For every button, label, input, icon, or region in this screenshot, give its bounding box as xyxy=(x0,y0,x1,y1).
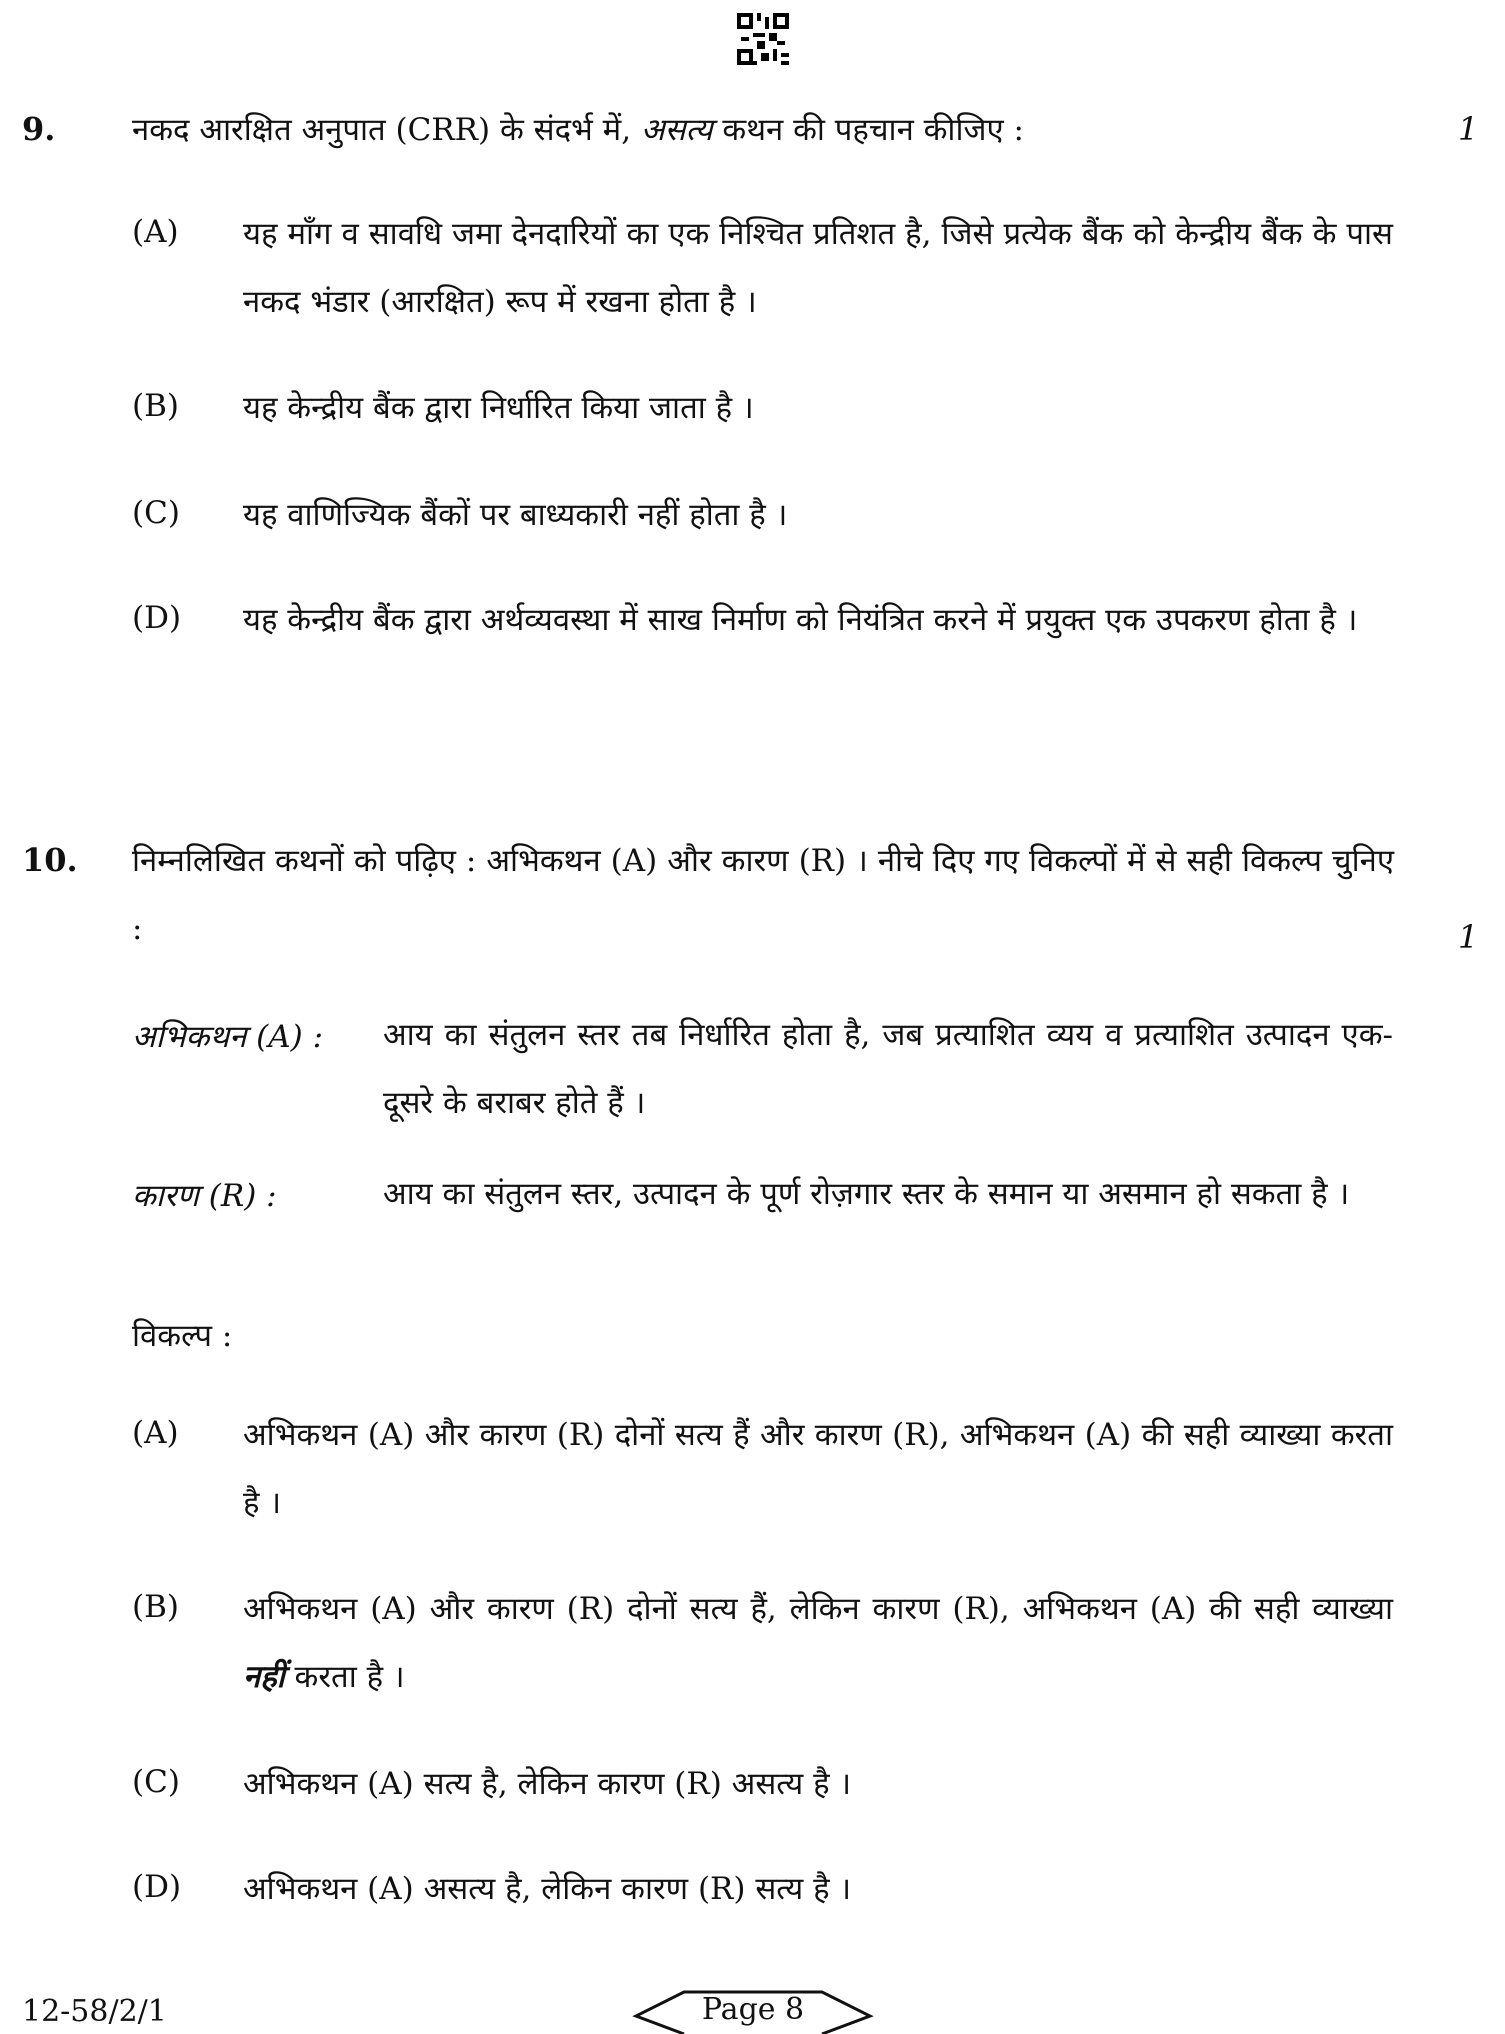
option-text: अभिकथन (A) सत्य है, लेकिन कारण (R) असत्य है । xyxy=(243,1766,852,1802)
question-number: 10. xyxy=(22,841,78,879)
option-label: (B) xyxy=(132,388,179,424)
option-text-part: अभिकथन (A) और कारण (R) दोनों सत्य हैं, लेकिन कारण (R), अभिकथन (A) की सही व्याख्या xyxy=(243,1591,1393,1627)
options-heading: विकल्प : xyxy=(132,1318,233,1354)
page-number-badge xyxy=(632,1988,874,2034)
option-text-part: करता है । xyxy=(284,1659,405,1695)
qr-code xyxy=(737,13,789,65)
option-label: (A) xyxy=(132,214,179,250)
reason-label: कारण (R) : xyxy=(132,1178,277,1214)
assertion-label: अभिकथन (A) : xyxy=(132,1019,324,1055)
option-label: (C) xyxy=(132,495,180,531)
emphasis-text: नहीं xyxy=(243,1659,285,1695)
option-text: अभिकथन (A) और कारण (R) दोनों सत्य हैं और कारण (R), अभिकथन (A) की सही व्याख्या करता है । xyxy=(243,1417,1393,1521)
option-label: (C) xyxy=(132,1764,180,1800)
question-marks: 1 xyxy=(1458,918,1479,956)
emphasis-text: असत्य xyxy=(640,112,713,148)
question-text-part: कथन की पहचान कीजिए : xyxy=(712,112,1024,148)
option-label: (D) xyxy=(132,600,182,636)
option-label: (D) xyxy=(132,1869,182,1905)
paper-code: 12-58/2/1 xyxy=(22,1994,167,2029)
question-text xyxy=(132,96,1382,164)
question-text: निम्नलिखित कथनों को पढ़िए : अभिकथन (A) और कारण (R) । नीचे दिए गए विकल्पों में से सही विकल्प चुनिए : xyxy=(132,843,1394,947)
option-text: यह केन्द्रीय बैंक द्वारा अर्थव्यवस्था में साख निर्माण को नियंत्रित करने में प्रयुक्त एक उपकरण होता है । xyxy=(243,602,1358,638)
option-label: (B) xyxy=(132,1589,179,1625)
page-number: Page 8 xyxy=(701,1992,805,2027)
option-text xyxy=(243,1575,1393,1711)
option-text: यह माँग व सावधि जमा देनदारियों का एक निश्चित प्रतिशत है, जिसे प्रत्येक बैंक को केन्द्रीय बैंक के पास नकद भंडार (आरक्षित) रूप में रखना होता है । xyxy=(243,216,1393,320)
question-text-part: नकद आरक्षित अनुपात (CRR) के संदर्भ में, xyxy=(132,112,641,148)
reason-text: आय का संतुलन स्तर, उत्पादन के पूर्ण रोज़गार स्तर के समान या असमान हो सकता है । xyxy=(383,1176,1350,1212)
option-text: यह वाणिज्यिक बैंकों पर बाध्यकारी नहीं होता है । xyxy=(243,497,788,533)
option-text: अभिकथन (A) असत्य है, लेकिन कारण (R) सत्य है । xyxy=(243,1871,852,1907)
assertion-text: आय का संतुलन स्तर तब निर्धारित होता है, जब प्रत्याशित व्यय व प्रत्याशित उत्पादन एक-दूसरे के बराबर होते हैं । xyxy=(383,1017,1393,1121)
question-marks: 1 xyxy=(1458,110,1479,148)
question-number: 9. xyxy=(22,110,56,148)
option-label: (A) xyxy=(132,1415,179,1451)
option-text: यह केन्द्रीय बैंक द्वारा निर्धारित किया जाता है । xyxy=(243,390,754,426)
